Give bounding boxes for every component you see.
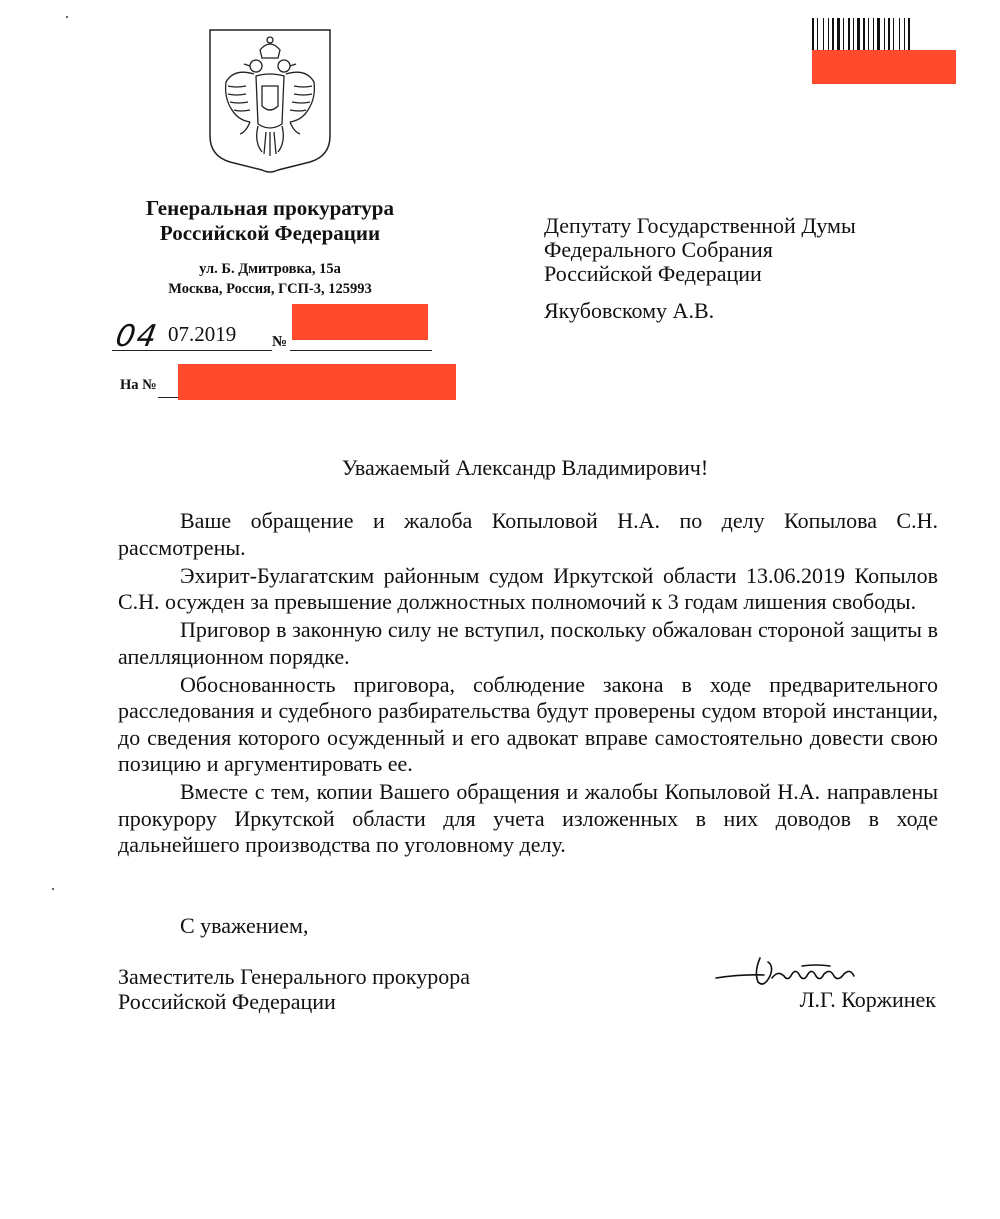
barcode-bar <box>812 18 814 52</box>
barcode-bar <box>823 18 824 52</box>
barcode-bar <box>884 18 885 52</box>
barcode-bar <box>873 18 874 52</box>
barcode-bar <box>868 18 869 52</box>
scan-speck <box>52 888 54 890</box>
letter-body <box>118 508 938 860</box>
barcode-bar <box>853 18 854 52</box>
signer-title-line-1: Заместитель Генерального прокурора <box>118 964 471 989</box>
closing: С уважением, <box>180 913 309 938</box>
addressee-line-2: Федерального Собрания <box>544 237 773 262</box>
address-line-1: ул. Б. Дмитровка, 15а <box>199 261 341 277</box>
barcode-bar <box>837 18 840 52</box>
number-underline <box>290 350 432 351</box>
addressee-line-3: Российской Федерации <box>544 261 762 286</box>
greeting: Уважаемый Александр Владимирович! <box>341 455 709 480</box>
org-line-2: Российской Федерации <box>159 221 381 245</box>
barcode-bar <box>828 18 829 52</box>
barcode-bar <box>832 18 834 52</box>
scan-speck <box>66 16 68 18</box>
addressee-block <box>544 214 856 286</box>
barcode-bar <box>899 18 900 52</box>
paragraph: Эхирит-Булагатским районным судом Иркутской области 13.06.2019 Копылов С.Н. осужден за превышение должностных полномочий к 3 годам лишения свободы. <box>118 562 938 614</box>
redacted-outgoing-number <box>292 304 428 340</box>
barcode-bar <box>863 18 865 52</box>
barcode-bar <box>848 18 850 52</box>
org-line-1: Генеральная прокуратура <box>146 196 394 220</box>
barcode-bar <box>893 18 894 52</box>
registration-date: 07.2019 <box>168 322 237 346</box>
redacted-barcode-number <box>812 50 956 84</box>
address-line-2: Москва, Россия, ГСП-3, 125993 <box>168 281 372 297</box>
redacted-reference-number <box>178 364 456 400</box>
paragraph: Обоснованность приговора, соблюдение закона в ходе предварительного расследования и судебного разбирательства будут проверены судом второй инстанции, до сведения которого осужденный и его адвокат вправе самостоятельно довести свою позицию и аргументировать ее. <box>118 671 938 776</box>
number-label: № <box>272 334 288 350</box>
paragraph: Вместе с тем, копии Вашего обращения и жалобы Копыловой Н.А. направлены прокурору Иркутской области для учета изложенных в них доводов в ходе дальнейшего производства по уголовному делу. <box>118 779 938 857</box>
issuer-address <box>120 259 420 299</box>
addressee-line-1: Депутату Государственной Думы <box>544 213 856 238</box>
addressee-name: Якубовскому А.В. <box>544 298 715 323</box>
barcode-icon <box>810 18 956 52</box>
signer-title-line-2: Российской Федерации <box>118 989 336 1014</box>
barcode-bar <box>817 18 818 52</box>
issuer-organization <box>120 196 420 246</box>
signer-title <box>118 964 470 1014</box>
barcode-bar <box>857 18 860 52</box>
coat-of-arms-icon <box>206 28 334 178</box>
barcode-bar <box>843 18 844 52</box>
handwritten-day: 04 <box>112 319 162 354</box>
paragraph: Приговор в законную силу не вступил, поскольку обжалован стороной защиты в апелляционном порядке. <box>118 617 938 669</box>
barcode-bar <box>908 18 910 52</box>
barcode-bar <box>877 18 880 52</box>
paragraph: Ваше обращение и жалоба Копыловой Н.А. по делу Копылова С.Н. рассмотрены. <box>118 508 938 560</box>
date-underline <box>112 350 272 351</box>
barcode-bar <box>888 18 890 52</box>
reference-label: На № <box>120 377 157 393</box>
barcode-bar <box>904 18 905 52</box>
signer-name: Л.Г. Коржинек <box>799 987 936 1012</box>
